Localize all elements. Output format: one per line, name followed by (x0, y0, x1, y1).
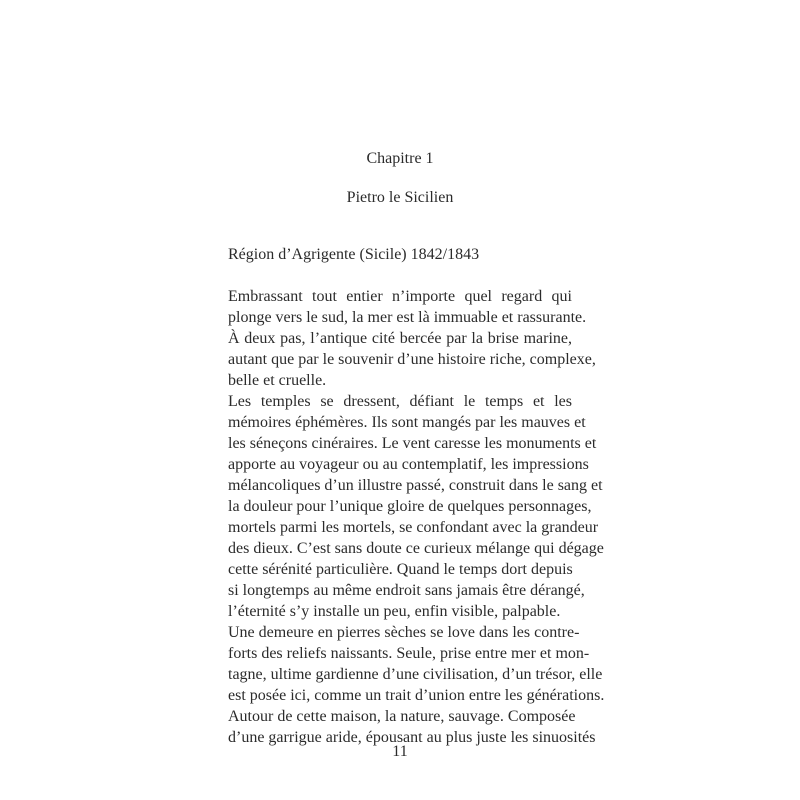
text-line: cette sérénité particulière. Quand le temps dort depuis (228, 561, 573, 578)
page-number: 11 (392, 743, 408, 760)
text-line: mémoires éphémères. Ils sont mangés par les mauves et (228, 414, 586, 431)
text-line: apporte au voyageur ou au contemplatif, les impressions (228, 456, 589, 473)
text-line: mélancoliques d’un illustre passé, construit dans le sang et (228, 477, 603, 494)
text-line: les séneçons cinéraires. Le vent caresse les monuments et (228, 435, 597, 452)
paragraph (228, 391, 604, 622)
body-text (228, 286, 605, 748)
text-line: tagne, ultime gardienne d’une civilisation, d’un trésor, elle (228, 666, 603, 683)
text-line: belle et cruelle. (228, 372, 327, 389)
text-line: d’une garrigue aride, épousant au plus juste les sinuosités (228, 729, 596, 746)
chapter-number: Chapitre 1 (366, 150, 434, 167)
chapter-title: Pietro le Sicilien (346, 189, 454, 206)
text-line: Une demeure en pierres sèches se love dans les contre- (228, 624, 580, 641)
text-line: autant que par le souvenir d’une histoire riche, complexe, (228, 351, 596, 368)
paragraph (228, 622, 605, 706)
text-line: À deux pas, l’antique cité bercée par la brise marine, (228, 330, 572, 347)
location-heading: Région d’Agrigente (Sicile) 1842/1843 (228, 246, 480, 263)
text-line: des dieux. C’est sans doute ce curieux mélange qui dégage (228, 540, 604, 557)
paragraph (228, 328, 596, 391)
text-line: Les temples se dressent, défiant le temps et les (228, 393, 572, 410)
text-line: est posée ici, comme un trait d’union entre les générations. (228, 687, 605, 704)
text-line: forts des reliefs naissants. Seule, prise entre mer et mon- (228, 645, 590, 662)
text-line: l’éternité s’y installe un peu, enfin visible, palpable. (228, 603, 561, 620)
paragraph (228, 286, 587, 328)
text-line: Autour de cette maison, la nature, sauvage. Composée (228, 708, 576, 725)
text-line: Embrassant tout entier n’importe quel regard qui (228, 288, 572, 305)
text-line: mortels parmi les mortels, se confondant avec la grandeur (228, 519, 599, 536)
text-line: si longtemps au même endroit sans jamais être dérangé, (228, 582, 585, 599)
text-line: plonge vers le sud, la mer est là immuable et rassurante. (228, 309, 587, 326)
text-line: la douleur pour l’unique gloire de quelques personnages, (228, 498, 592, 515)
